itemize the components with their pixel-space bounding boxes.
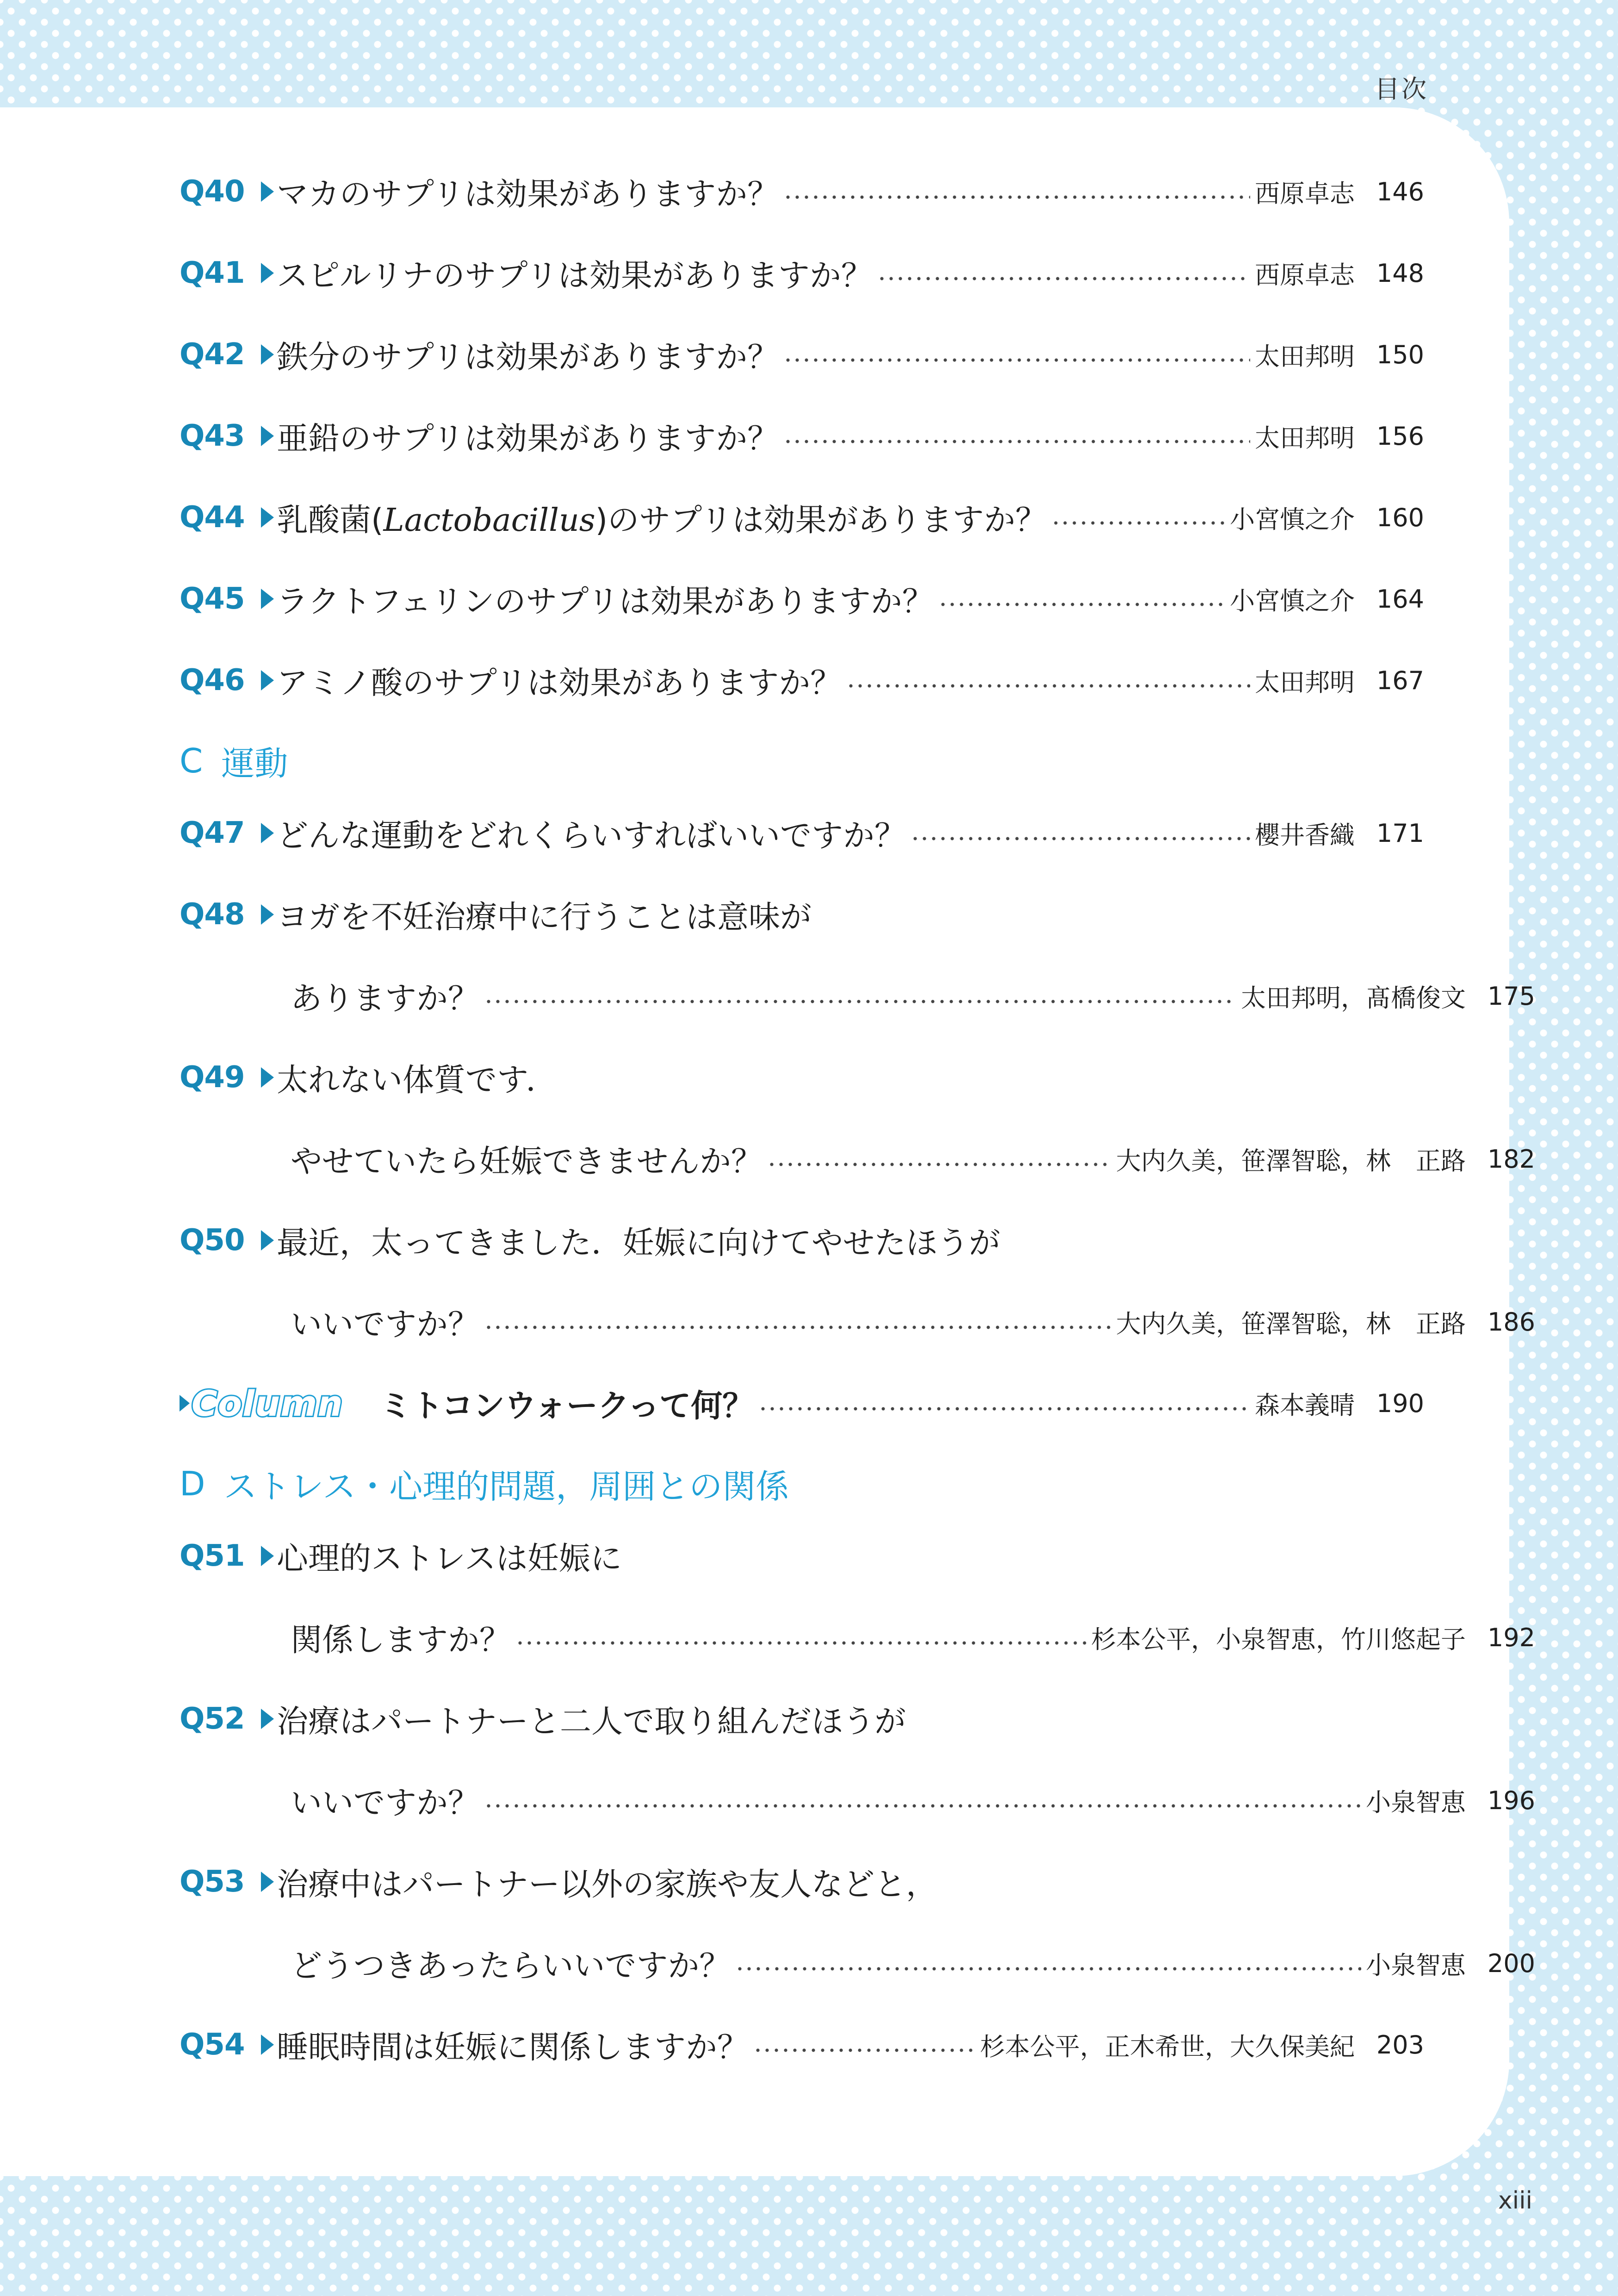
dot-leader <box>1051 521 1225 525</box>
toc-entry-q51-line1[interactable] <box>180 1528 1424 1584</box>
page-number: 156 <box>1376 421 1424 451</box>
author: 西原卓志 <box>1255 260 1355 290</box>
dot-leader <box>783 195 1250 199</box>
page-number: 148 <box>1376 258 1424 288</box>
page-number: 186 <box>1487 1307 1535 1337</box>
arrow-icon <box>261 1546 274 1566</box>
header-title: 目次 <box>1375 75 1428 104</box>
page-number: 150 <box>1376 340 1424 369</box>
author: 小宮慎之介 <box>1230 504 1355 534</box>
arrow-icon <box>261 2035 274 2055</box>
question-number: Q40 <box>180 174 245 209</box>
page-number: 171 <box>1376 818 1424 848</box>
question-title-continued: 関係しますか？ <box>291 1622 511 1659</box>
column-tag <box>180 1383 343 1424</box>
page-number: 146 <box>1376 177 1424 206</box>
dot-leader <box>846 684 1250 688</box>
question-number: Q51 <box>180 1539 245 1573</box>
toc-entry-q52-line2[interactable] <box>180 1773 1535 1828</box>
toc-entry-q43[interactable] <box>180 408 1424 464</box>
question-number: Q44 <box>180 500 245 535</box>
column-label: Column <box>192 1382 343 1424</box>
toc-entry-q44[interactable] <box>180 490 1424 545</box>
question-title: スピルリナのサプリは効果がありますか？ <box>277 257 873 294</box>
question-title: 最近，太ってきました．妊娠に向けてやせたほうが <box>277 1225 1001 1262</box>
question-title-continued: やせていたら妊娠できませんか？ <box>291 1143 763 1180</box>
dot-leader <box>938 602 1225 607</box>
question-number: Q50 <box>180 1223 245 1257</box>
arrow-icon <box>261 1872 274 1892</box>
toc-entry-q48-line1[interactable] <box>180 887 1424 942</box>
question-title-continued: どうつきあったらいいですか？ <box>291 1948 731 1985</box>
arrow-icon <box>261 589 274 609</box>
arrow-icon <box>261 181 274 202</box>
arrow-icon <box>261 344 274 365</box>
question-number: Q42 <box>180 337 245 372</box>
question-title: 鉄分のサプリは効果がありますか？ <box>277 339 779 376</box>
author: 太田邦明 <box>1255 423 1355 453</box>
dot-leader <box>735 1966 1361 1971</box>
page-number: 200 <box>1487 1948 1535 1978</box>
page-number: 175 <box>1487 981 1535 1011</box>
question-number: Q47 <box>180 816 245 850</box>
question-title: 亜鉛のサプリは効果がありますか？ <box>277 420 779 457</box>
dot-leader <box>484 1325 1111 1330</box>
author: 小宮慎之介 <box>1230 586 1355 616</box>
question-number: Q53 <box>180 1865 245 1899</box>
question-number: Q48 <box>180 897 245 932</box>
section-letter: D <box>180 1464 205 1503</box>
author: 小泉智恵 <box>1366 1950 1466 1980</box>
toc-entry-q46[interactable] <box>180 653 1424 708</box>
author: 大内久美，笹澤智聡，林 正路 <box>1116 1146 1466 1176</box>
author: 太田邦明，髙橋俊文 <box>1241 983 1466 1013</box>
question-number: Q41 <box>180 256 245 290</box>
question-title: 太れない体質です． <box>277 1062 558 1099</box>
arrow-icon <box>261 426 274 446</box>
toc-entry-q40[interactable] <box>180 164 1424 219</box>
author: 杉本公平，正木希世，大久保美紀 <box>980 2032 1355 2061</box>
arrow-icon <box>261 823 274 843</box>
section-letter: C <box>180 741 203 780</box>
arrow-icon <box>261 507 274 528</box>
page-number: 167 <box>1376 666 1424 695</box>
section-title: 運動 <box>221 744 288 783</box>
question-title: 治療はパートナーと二人で取り組んだほうが <box>277 1703 906 1740</box>
toc-entry-q50-line1[interactable] <box>180 1213 1424 1268</box>
dot-leader <box>783 358 1250 362</box>
toc-entry-q41[interactable] <box>180 245 1424 301</box>
question-title-continued: いいですか？ <box>291 1785 480 1822</box>
page-number: 196 <box>1487 1786 1535 1815</box>
section-heading-c <box>180 733 288 789</box>
author: 小泉智恵 <box>1366 1787 1466 1817</box>
question-title: 治療中はパートナー以外の家族や友人などと， <box>277 1866 938 1903</box>
author: 森本義晴 <box>1255 1390 1355 1420</box>
toc-entry-q42[interactable] <box>180 327 1424 382</box>
author: 大内久美，笹澤智聡，林 正路 <box>1116 1309 1466 1338</box>
dot-leader <box>484 999 1236 1004</box>
arrow-icon <box>261 1230 274 1251</box>
question-title-continued: いいですか？ <box>291 1306 480 1343</box>
dot-leader <box>911 836 1250 841</box>
dot-leader <box>753 2048 975 2053</box>
question-title: アミノ酸のサプリは効果がありますか？ <box>277 665 842 702</box>
toc-entry-q49-line2[interactable] <box>180 1131 1535 1187</box>
dot-leader <box>767 1162 1111 1167</box>
page-number: 203 <box>1376 2030 1424 2060</box>
toc-entry-q49-line1[interactable] <box>180 1050 1424 1105</box>
question-title: どんな運動をどれくらいすればいいですか？ <box>277 817 906 854</box>
arrow-icon <box>261 904 274 925</box>
toc-entry-column[interactable] <box>180 1375 1424 1431</box>
latin-species-name: Lactobacillus <box>383 502 595 539</box>
question-number: Q52 <box>180 1702 245 1736</box>
arrow-icon <box>261 670 274 691</box>
question-title-continued: ありますか？ <box>291 980 480 1017</box>
dot-leader <box>758 1406 1250 1411</box>
arrow-icon <box>261 1709 274 1729</box>
section-title: ストレス・心理的問題，周囲との関係 <box>223 1467 789 1506</box>
toc-entry-q50-line2[interactable] <box>180 1294 1535 1350</box>
page-number: 192 <box>1487 1623 1535 1652</box>
page-number: 164 <box>1376 584 1424 614</box>
toc-entry-q53-line2[interactable] <box>180 1935 1535 1991</box>
column-title: ミトコンウォークって何？ <box>380 1388 754 1425</box>
question-title: 睡眠時間は妊娠に関係しますか？ <box>277 2029 749 2066</box>
author: 杉本公平，小泉智恵，竹川悠起子 <box>1091 1624 1466 1654</box>
toc-entry-q45[interactable] <box>180 571 1424 627</box>
dot-leader <box>783 439 1250 444</box>
question-title: 乳酸菌(Lactobacillus)のサプリは効果がありますか？ <box>277 502 1047 539</box>
page-number: 160 <box>1376 503 1424 532</box>
page-number: 182 <box>1487 1144 1535 1174</box>
question-number: Q46 <box>180 663 245 697</box>
dot-leader <box>515 1641 1086 1645</box>
arrow-icon <box>261 263 274 283</box>
arrow-icon <box>261 1067 274 1088</box>
question-title: 心理的ストレスは妊娠に <box>277 1540 622 1577</box>
dot-leader <box>484 1804 1361 1808</box>
toc-entry-q48-line2[interactable] <box>180 968 1535 1024</box>
question-number: Q49 <box>180 1060 245 1095</box>
author: 櫻井香織 <box>1255 820 1355 850</box>
toc-entry-q53-line1[interactable] <box>180 1854 1424 1910</box>
section-heading-d <box>180 1456 789 1512</box>
question-number: Q43 <box>180 419 245 453</box>
dot-leader <box>877 276 1250 281</box>
question-number: Q45 <box>180 582 245 616</box>
arrow-icon <box>180 1395 190 1412</box>
toc-entry-q47[interactable] <box>180 805 1424 861</box>
author: 西原卓志 <box>1255 179 1355 208</box>
question-title: マカのサプリは効果がありますか？ <box>277 176 779 213</box>
author: 太田邦明 <box>1255 667 1355 697</box>
question-title: ラクトフェリンのサプリは効果がありますか？ <box>277 583 934 620</box>
author: 太田邦明 <box>1255 342 1355 371</box>
page-number-footer: xiii <box>1498 2187 1532 2215</box>
question-title: ヨガを不妊治療中に行うことは意味が <box>277 899 812 936</box>
question-number: Q54 <box>180 2028 245 2062</box>
page-number: 190 <box>1376 1388 1424 1418</box>
toc-entry-q51-line2[interactable] <box>180 1610 1535 1665</box>
toc-entry-q52-line1[interactable] <box>180 1691 1424 1747</box>
toc-entry-q54[interactable] <box>180 2017 1424 2072</box>
